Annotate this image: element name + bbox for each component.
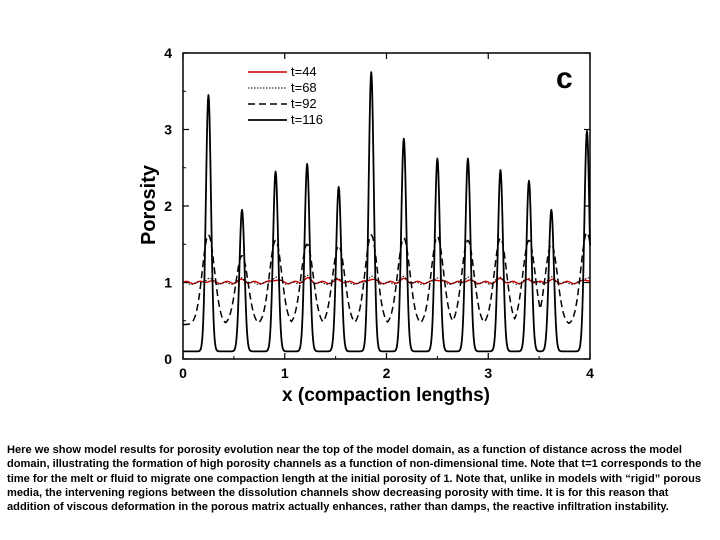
plot-area-border <box>183 53 590 359</box>
x-tick-label: 2 <box>382 365 391 381</box>
y-tick-label: 1 <box>164 274 172 291</box>
y-tick-label: 3 <box>164 121 172 138</box>
x-tick-label: 0 <box>179 365 187 381</box>
legend-label: t=92 <box>291 96 317 111</box>
x-tick-label: 1 <box>280 365 289 381</box>
y-tick-label: 4 <box>164 45 172 61</box>
x-axis-label: x (compaction lengths) <box>282 385 490 406</box>
axis-ticks <box>183 53 590 359</box>
x-tick-label: 3 <box>484 365 493 381</box>
x-tick-label: 4 <box>586 365 594 381</box>
legend-label: t=44 <box>291 64 317 79</box>
legend-label: t=68 <box>291 80 317 95</box>
series-line-t-116 <box>183 72 590 351</box>
y-axis-label: Porosity <box>138 164 160 246</box>
plot-frame <box>183 53 590 359</box>
legend-label: t=116 <box>291 112 323 127</box>
panel-label: c <box>556 62 573 95</box>
y-tick-label: 2 <box>164 198 172 214</box>
figure-caption: Here we show model results for porosity evolution near the top of the model domain, as a function of distance across the model domain, illustrating the formation of high porosity channels as a function of non-dimensional time. Note that t=1 corresponds to the time for the melt or fluid to migrate one compaction length at the initial porosity of 1. Note that, unlike in models with “rigid” porous media, the intervening regions between the dissolution channels show decreasing porosity with time. It is for this reason that addition of viscous deformation in the porous matrix actually enhances, rather than damps, the reactive infiltration instability. <box>7 444 702 514</box>
legend <box>248 64 323 127</box>
y-tick-label: 0 <box>164 351 172 367</box>
series-layer <box>183 72 590 351</box>
tick-labels <box>164 45 594 381</box>
